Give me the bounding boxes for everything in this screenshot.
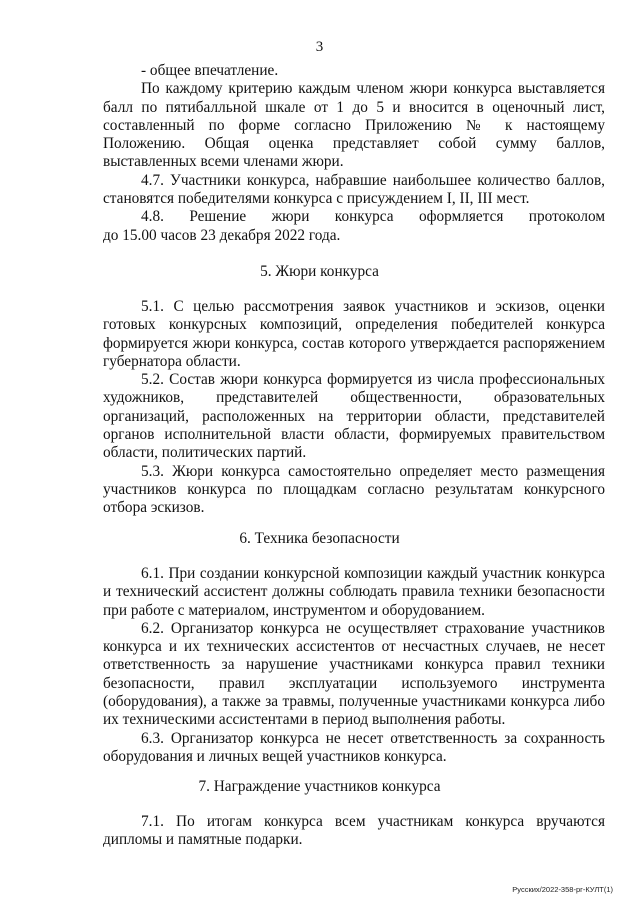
- section-6-body: [103, 565, 605, 766]
- section-heading-7: 7. Награждение участников конкурса: [198, 778, 441, 795]
- paragraph-4-8-continuation: до 15.00 часов 23 декабря 2022 года.: [103, 226, 341, 244]
- footer-document-code: Русских/2022-358-рг-КУЛТ(1): [512, 885, 613, 894]
- paragraph-5-1: 5.1. С целью рассмотрения заявок участников и эскизов, оценки готовых конкурсных композиций, определения победителей конкурса формируется жюри конкурса, состав которого утверждается распоряжением губернатора области.: [103, 298, 605, 370]
- section-7-body: [103, 813, 605, 850]
- paragraph: - общее впечатление.: [141, 62, 279, 79]
- paragraph-5-3: 5.3. Жюри конкурса самостоятельно определяет место размещения участников конкурса по площадкам согласно результатам конкурсного отбора эскизов.: [103, 462, 605, 517]
- section-5-body: [103, 298, 605, 518]
- page-number: 3: [315, 39, 324, 55]
- section-heading-6: 6. Техника безопасности: [239, 530, 400, 547]
- paragraph-4-8: 4.8. Решение жюри конкурса оформляется протоколом: [141, 208, 605, 226]
- section-heading-5: 5. Жюри конкурса: [260, 263, 379, 280]
- paragraph-6-2: 6.2. Организатор конкурса не осуществляет страхование участников конкурса и их технических ассистентов от несчастных случаев, не несет ответственность за нарушение участниками конкурса правил техники безопасности, правил эксплуатации используемого инструмента (оборудования), а также за травмы, полученные участниками конкурса либо их техническими ассистентами в период выполнения работы.: [103, 619, 605, 729]
- paragraph-6-1: 6.1. При создании конкурсной композиции каждый участник конкурса и технический ассистент должны соблюдать правила техники безопасности при работе с материалом, инструментом и оборудованием.: [103, 565, 605, 619]
- paragraph: По каждому критерию каждым членом жюри конкурса выставляется балл по пятибалльной шкале от 1 до 5 и вносится в оценочный лист, составленный по форме согласно Приложению № к настоящему Положению. Общая оценка представляет собой сумму баллов, выставленных всеми членами жюри.: [103, 80, 605, 171]
- paragraph-6-3: 6.3. Организатор конкурса не несет ответственность за сохранность оборудования и личных вещей участников конкурса.: [103, 729, 605, 765]
- paragraph-7-1: 7.1. По итогам конкурса всем участникам конкурса вручаются дипломы и памятные подарки.: [103, 813, 605, 849]
- paragraph-5-2: 5.2. Состав жюри конкурса формируется из числа профессиональных художников, представителей общественности, образовательных организаций, расположенных на территории области, представителей органов исполнительной власти области, формируемых правительством области, политических партий.: [103, 371, 605, 462]
- section-4-continuation: [103, 62, 605, 245]
- paragraph-4-7: 4.7. Участники конкурса, набравшие наибольшее количество баллов, становятся победителями конкурса с присуждением I, II, III мест.: [103, 171, 605, 208]
